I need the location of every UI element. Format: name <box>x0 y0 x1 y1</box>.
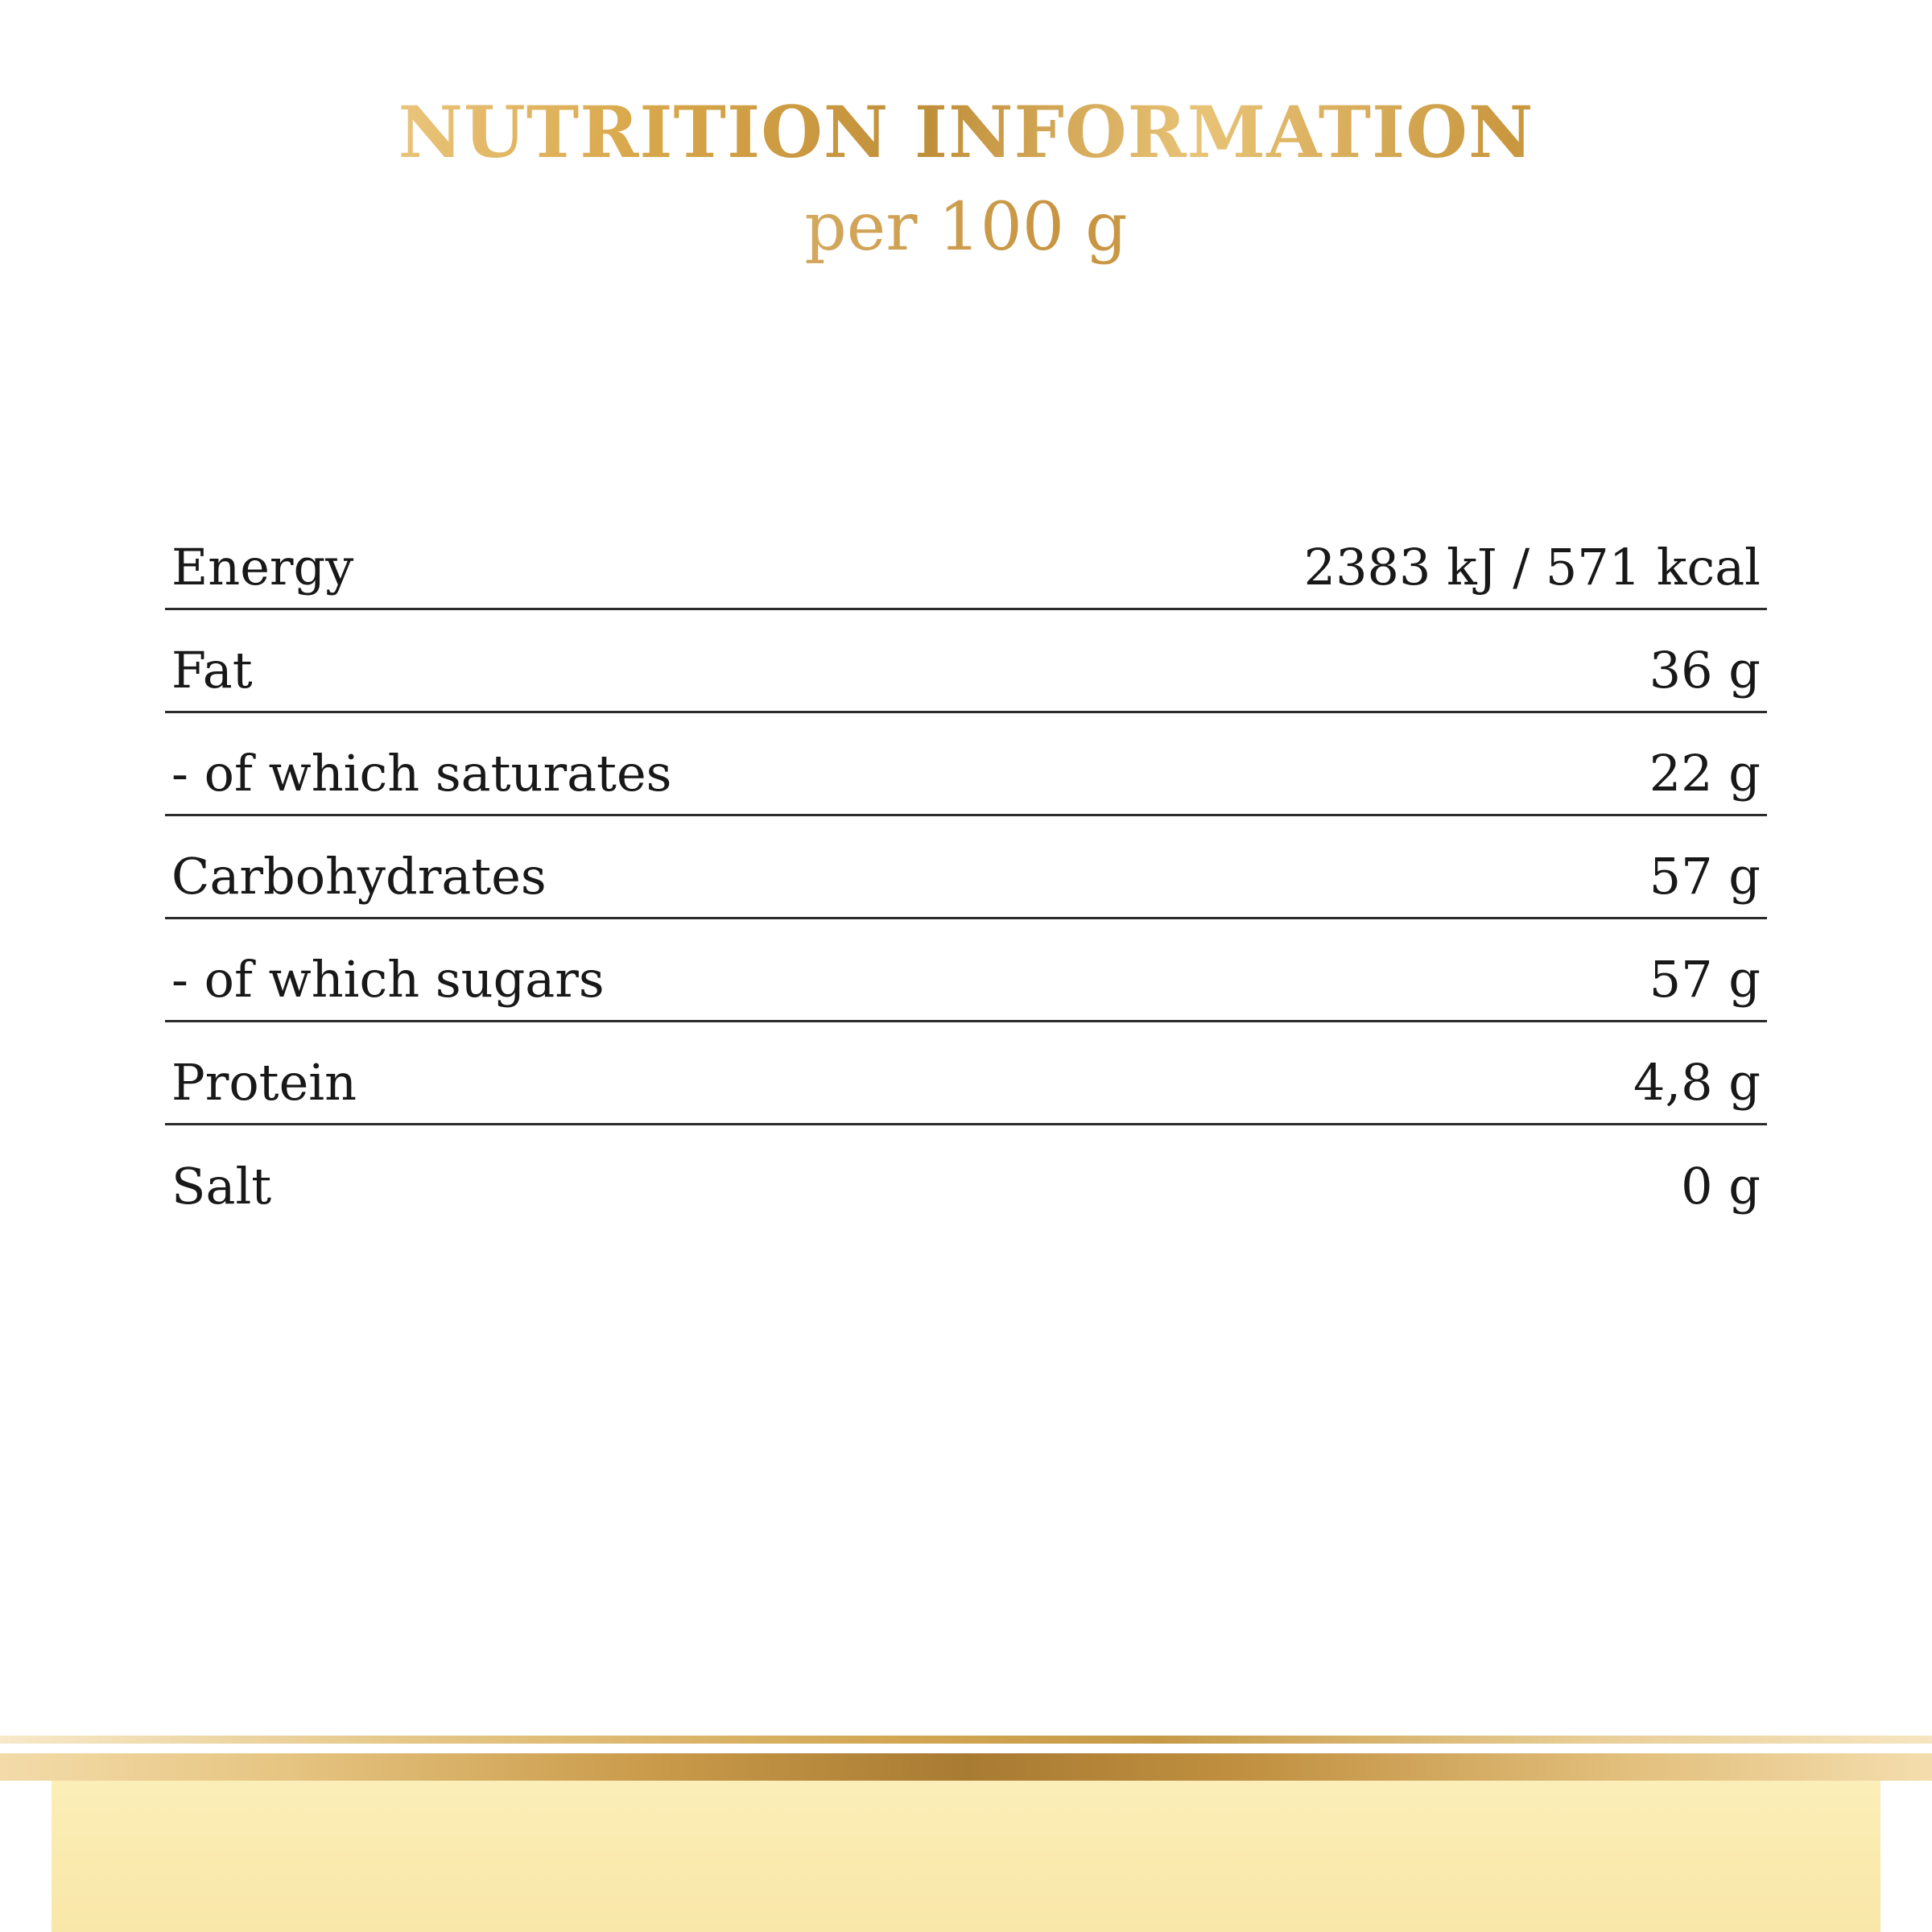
row-label: Energy <box>165 506 1001 609</box>
nutrition-table <box>165 506 1767 1227</box>
row-value: 57 g <box>1001 918 1767 1021</box>
row-label: - of which sugars <box>165 918 1001 1021</box>
footer-decorative-bands <box>0 1736 1932 1932</box>
row-value: 0 g <box>1681 1157 1761 1216</box>
row-value: 2383 kJ / 571 kcal <box>1001 506 1767 609</box>
nutrition-table-wrapper <box>165 506 1767 1227</box>
band-spacer <box>0 1744 1932 1753</box>
row-label: Protein <box>165 1021 1001 1124</box>
page-subtitle: per 100 g <box>0 188 1932 267</box>
row-label: - of which saturates <box>165 712 1001 815</box>
row-label: Fat <box>165 609 1001 712</box>
row-value: 57 g <box>1001 815 1767 918</box>
row-label: Salt <box>171 1157 272 1216</box>
row-value: 4,8 g <box>1001 1021 1767 1124</box>
thin-gold-rule <box>0 1736 1932 1744</box>
row-value: 36 g <box>1001 609 1767 712</box>
header <box>0 0 1932 268</box>
cream-band <box>0 1781 1932 1932</box>
gold-band <box>0 1753 1932 1781</box>
table-row <box>165 815 1767 918</box>
table-row <box>165 609 1767 712</box>
table-row <box>165 918 1767 1021</box>
table-row <box>165 1021 1767 1124</box>
row-label: Carbohydrates <box>165 815 1001 918</box>
table-row <box>165 506 1767 609</box>
table-row <box>165 1124 1767 1227</box>
page-title: NUTRITION INFORMATION <box>0 95 1932 169</box>
row-value: 22 g <box>1001 712 1767 815</box>
table-row <box>165 712 1767 815</box>
